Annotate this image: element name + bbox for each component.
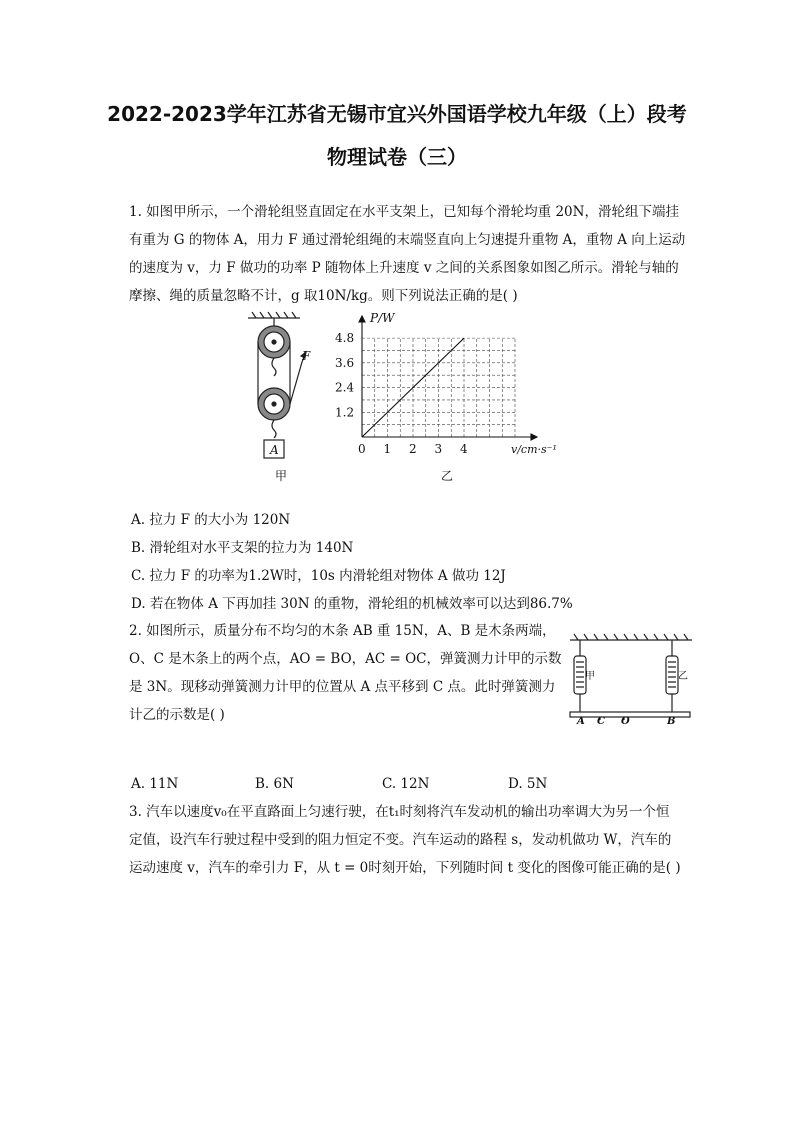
figure-jia-label: 甲 [275, 469, 288, 483]
q3-line-1: 3. 汽车以速度v₀在平直路面上匀速行驶，在t₁时刻将汽车发动机的输出功率调大为另一个恒 [129, 804, 670, 820]
x-axis-arrow [531, 434, 537, 440]
q1-option-a[interactable]: A. 拉力 F 的大小为 120N [131, 512, 291, 528]
q1-option-d[interactable]: D. 若在物体 A 下再加挂 30N 的重物，滑轮组的机械效率可以达到86.7% [131, 596, 573, 612]
q2-option-d[interactable]: D. 5N [508, 776, 548, 792]
x-tick-label: 2 [409, 442, 417, 456]
x-tick-label: 1 [383, 442, 392, 456]
q1-option-c[interactable]: C. 拉力 F 的功率为1.2W时，10s 内滑轮组对物体 A 做功 12J [131, 568, 506, 584]
q2-option-c[interactable]: C. 12N [382, 776, 430, 792]
x-tick-label: 0 [358, 442, 366, 456]
x-tick-label: 4 [460, 442, 468, 456]
title-line-1: 2022-2023学年江苏省无锡市宜兴外国语学校九年级（上）段考 [107, 102, 687, 126]
q3-line-2: 定值，设汽车行驶过程中受到的阻力恒定不变。汽车运动的路程 s，发动机做功 W，汽车的 [129, 832, 672, 848]
point-a-label: A [577, 716, 585, 727]
title-line-2: 物理试卷（三） [327, 145, 467, 169]
y-axis-arrow [359, 316, 365, 322]
q1-line-1: 1. 如图甲所示，一个滑轮组竖直固定在水平支架上，已知每个滑轮均重 20N，滑轮组下端挂 [129, 204, 679, 220]
x-axis-label: v/cm·s⁻¹ [511, 443, 557, 456]
y-tick-label: 3.6 [335, 355, 355, 370]
figure-yi-label: 乙 [441, 469, 454, 483]
force-label-f: F [302, 349, 311, 363]
y-tick-label: 2.4 [335, 380, 355, 395]
y-tick-label: 1.2 [335, 405, 355, 420]
x-tick-label: 3 [434, 442, 443, 456]
spring-jia-label: 甲 [585, 671, 595, 682]
q1-line-3: 的速度为 v，力 F 做功的功率 P 随物体上升速度 v 之间的关系图象如图乙所示。滑轮与轴的 [129, 260, 679, 276]
q1-line-4: 摩擦、绳的质量忽略不计，g 取10N/kg。则下列说法正确的是( ) [129, 288, 518, 304]
q2-option-a[interactable]: A. 11N [131, 776, 179, 792]
q2-line-3: 是 3N。现移动弹簧测力计甲的位置从 A 点平移到 C 点。此时弹簧测力 [129, 679, 556, 695]
spring-yi-label: 乙 [678, 671, 688, 682]
point-b-label: B [667, 716, 676, 727]
q1-option-b[interactable]: B. 滑轮组对水平支架的拉力为 140N [131, 540, 354, 556]
q2-line-2: O、C 是木条上的两个点，AO = BO，AC = OC，弹簧测力计甲的示数 [129, 651, 562, 667]
q1-line-2: 有重为 G 的物体 A，用力 F 通过滑轮组绳的末端竖直向上匀速提升重物 A，重物 A 向上运动 [129, 232, 686, 248]
point-o-label: O [621, 716, 630, 727]
object-label-a: A [270, 443, 279, 457]
y-tick-label: 4.8 [335, 331, 355, 346]
point-c-label: C [597, 716, 605, 727]
q2-line-4: 计乙的示数是( ) [129, 707, 225, 723]
power-velocity-chart [335, 311, 557, 462]
y-axis-label: P/W [370, 311, 395, 325]
q2-option-b[interactable]: B. 6N [255, 776, 294, 792]
q3-line-3: 运动速度 v，汽车的牵引力 F，从 t = 0时刻开始，下列随时间 t 变化的图像可能正确的是( ) [129, 860, 681, 876]
q2-line-1: 2. 如图所示，质量分布不均匀的木条 AB 重 15N，A、B 是木条两端， [129, 623, 556, 639]
pulley-figure [240, 312, 320, 462]
